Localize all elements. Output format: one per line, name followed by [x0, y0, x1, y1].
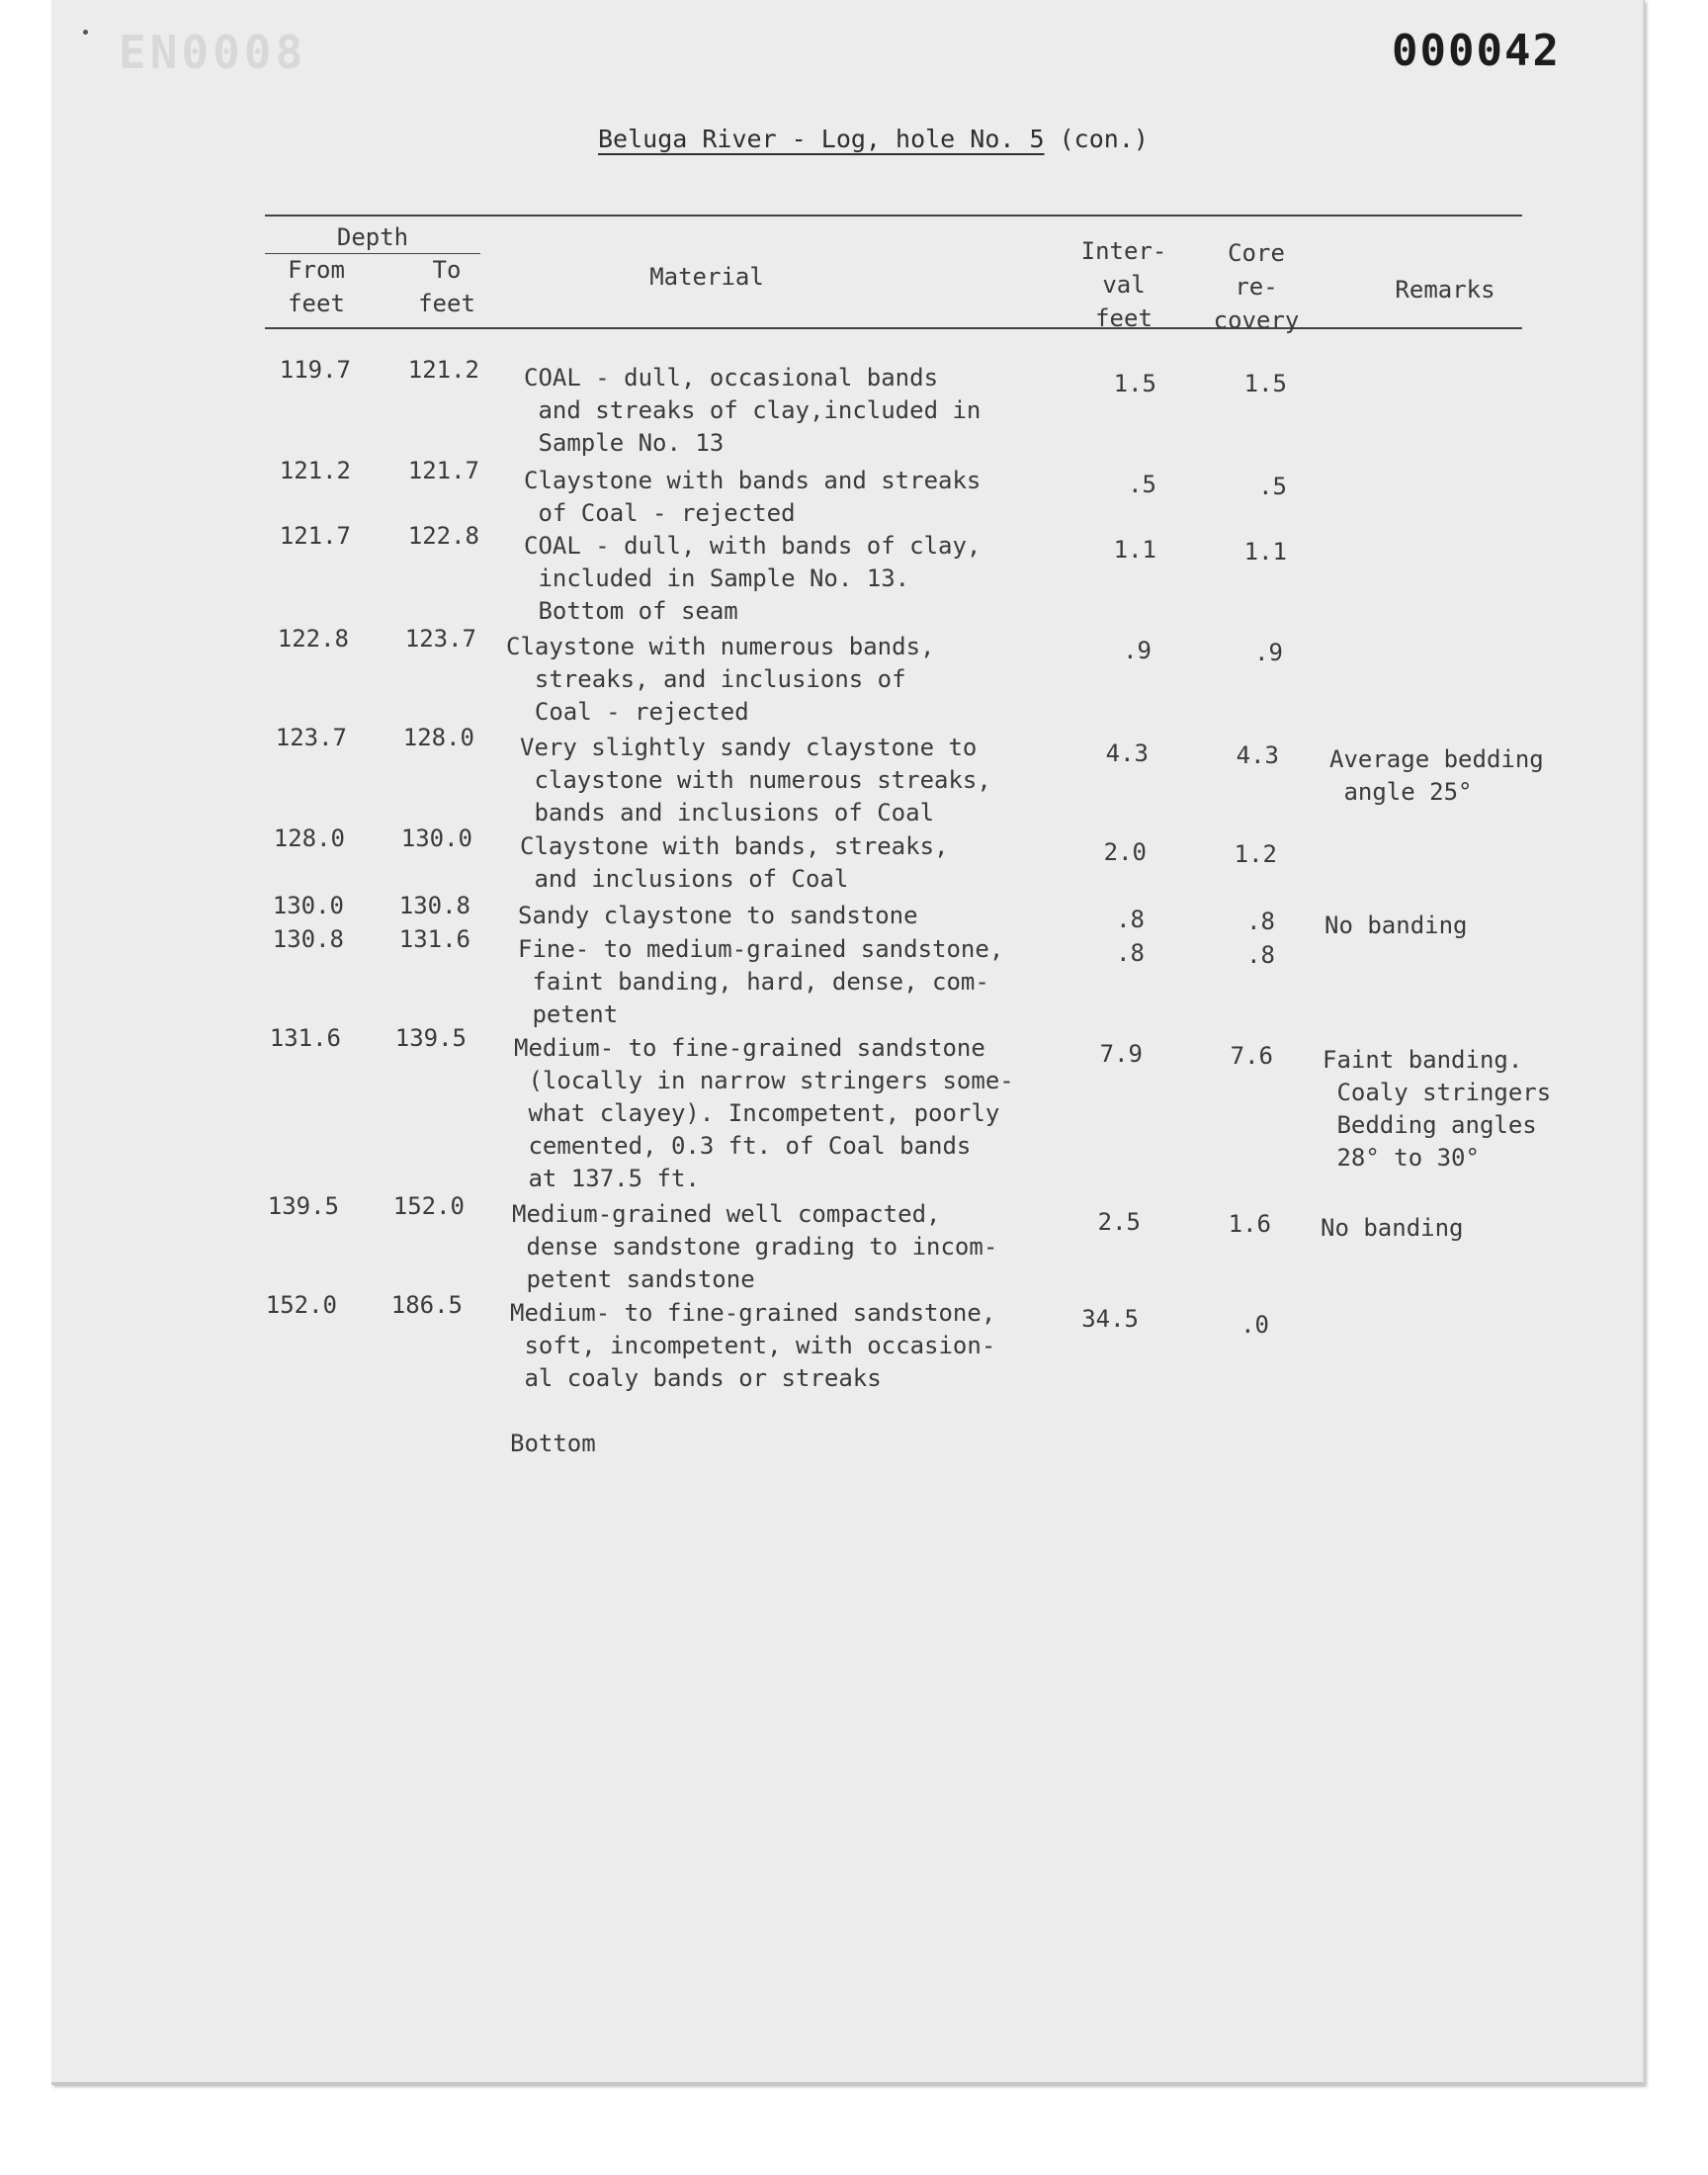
cell-core-recovery: 4.3 — [1236, 741, 1279, 769]
cell-from: 130.8 — [272, 925, 344, 953]
cell-interval: .9 — [1123, 637, 1152, 664]
cell-interval: 2.5 — [1097, 1208, 1141, 1236]
cell-core-recovery: .5 — [1258, 473, 1287, 500]
cell-material: Sandy claystone to sandstone — [518, 902, 918, 929]
cell-material: Claystone with numerous bands, streaks, and inclusions of Coal - rejected — [506, 633, 935, 726]
cell-remarks: Faint banding. Coaly stringers Bedding angles 28° to 30° — [1323, 1046, 1552, 1172]
cell-interval: .8 — [1116, 939, 1145, 967]
scan-speck — [83, 30, 88, 35]
cell-interval: .5 — [1128, 471, 1156, 498]
cell-material: Claystone with bands, streaks, and inclusions of Coal — [520, 832, 949, 893]
cell-to: 152.0 — [392, 1192, 465, 1220]
cell-to: 130.0 — [400, 825, 472, 852]
cell-remarks: No banding — [1324, 912, 1468, 939]
cell-from: 123.7 — [275, 724, 347, 751]
cell-core-recovery: .8 — [1246, 908, 1275, 935]
cell-to: 122.8 — [407, 522, 479, 550]
cell-from: 130.0 — [272, 892, 344, 919]
cell-material: Medium-grained well compacted, dense sandstone grading to incom- petent sandstone — [512, 1200, 998, 1293]
cell-interval: 34.5 — [1081, 1305, 1139, 1333]
cell-from: 122.8 — [277, 625, 349, 652]
cell-from: 152.0 — [265, 1291, 337, 1319]
cell-material: Medium- to fine-grained sandstone, soft, incompetent, with occasion- al coaly bands or streaks — [510, 1299, 996, 1392]
cell-core-recovery: 1.6 — [1228, 1210, 1271, 1238]
cell-core-recovery: .9 — [1254, 639, 1283, 666]
cell-to: 139.5 — [394, 1024, 467, 1052]
cell-remarks: Average bedding angle 25° — [1329, 745, 1544, 806]
cell-from: 131.6 — [269, 1024, 341, 1052]
page-title — [598, 125, 1149, 153]
header-from-feet: From feet — [288, 256, 345, 317]
table-top-rule — [265, 215, 1522, 217]
cell-to: 121.7 — [407, 457, 479, 484]
cell-to: 128.0 — [402, 724, 474, 751]
title-suffix: (con.) — [1059, 125, 1149, 153]
header-material: Material — [649, 263, 764, 291]
cell-to: 130.8 — [398, 892, 470, 919]
document-id: 000042 — [1392, 26, 1561, 76]
cell-material: COAL - dull, with bands of clay, included in Sample No. 13. Bottom of seam — [524, 532, 982, 625]
cell-from: 121.2 — [279, 457, 351, 484]
title-text: Beluga River - Log, hole No. 5 — [598, 125, 1045, 153]
cell-material: COAL - dull, occasional bands and streaks of clay,included in Sample No. 13 — [524, 364, 982, 457]
cell-interval: 7.9 — [1099, 1040, 1143, 1068]
header-interval-feet: Inter- val feet — [1080, 237, 1167, 332]
cell-to: 186.5 — [390, 1291, 463, 1319]
cell-interval: 4.3 — [1105, 740, 1149, 767]
cell-interval: 2.0 — [1103, 838, 1147, 866]
cell-to: 121.2 — [407, 356, 479, 384]
cell-material: Medium- to fine-grained sandstone (locally in narrow stringers some- what clayey). Incompetent, poorly cemented, 0.3 ft. of Coal bands at 137.5 ft. — [514, 1034, 1014, 1192]
cell-to: 123.7 — [404, 625, 476, 652]
cell-from: 121.7 — [279, 522, 351, 550]
bottom-note: Bottom — [510, 1430, 596, 1457]
cell-interval: .8 — [1116, 906, 1145, 933]
cell-from: 139.5 — [267, 1192, 339, 1220]
cell-material: Very slightly sandy claystone to claystone with numerous streaks, bands and inclusions of Coal — [520, 734, 991, 826]
cell-core-recovery: 1.5 — [1243, 370, 1287, 397]
cell-core-recovery: 7.6 — [1230, 1042, 1273, 1070]
header-core-recovery: Core re- covery — [1213, 239, 1300, 334]
header-to-feet: To feet — [418, 256, 475, 317]
cell-core-recovery: .0 — [1240, 1311, 1269, 1339]
cell-from: 128.0 — [273, 825, 345, 852]
header-bottom-rule — [265, 327, 1522, 329]
cell-core-recovery: 1.2 — [1234, 840, 1277, 868]
faded-stamp: EN0008 — [119, 26, 307, 79]
header-remarks: Remarks — [1395, 276, 1495, 304]
cell-to: 131.6 — [398, 925, 470, 953]
cell-material: Fine- to medium-grained sandstone, faint banding, hard, dense, com- petent — [518, 935, 1004, 1028]
cell-core-recovery: 1.1 — [1243, 538, 1287, 566]
cell-material: Claystone with bands and streaks of Coal - rejected — [524, 467, 982, 527]
cell-interval: 1.1 — [1113, 536, 1156, 564]
cell-remarks: No banding — [1321, 1214, 1464, 1242]
cell-core-recovery: .8 — [1246, 941, 1275, 969]
header-depth: Depth — [336, 223, 409, 251]
cell-from: 119.7 — [279, 356, 351, 384]
cell-interval: 1.5 — [1113, 370, 1156, 397]
